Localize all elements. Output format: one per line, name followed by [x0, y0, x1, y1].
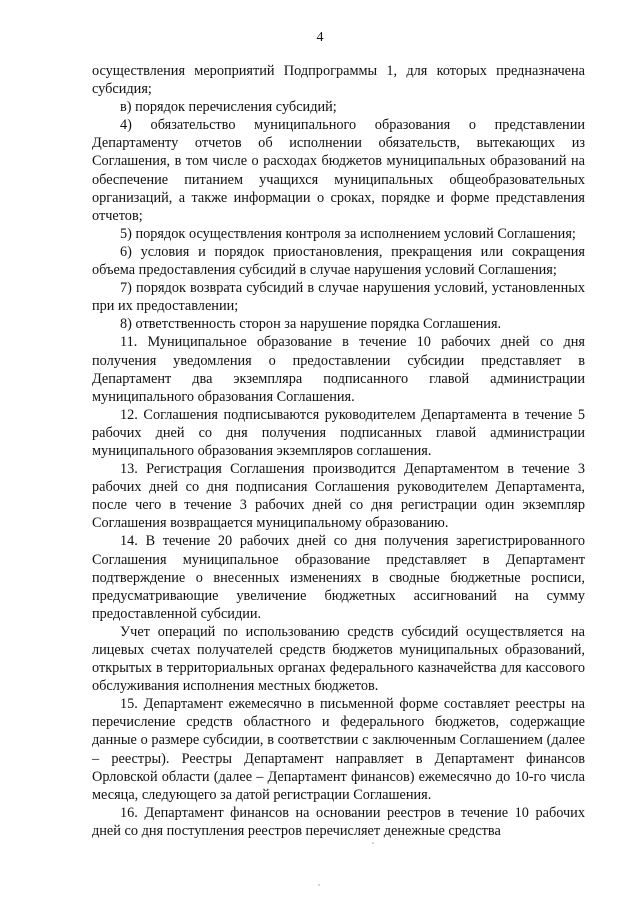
paragraph-item-7: 7) порядок возврата субсидий в случае нарушения условий, установленных при их предоставлении;	[92, 280, 585, 315]
page-number: 4	[316, 30, 324, 45]
scan-speck	[318, 884, 320, 886]
paragraph-item-5: 5) порядок осуществления контроля за исполнением условий Соглашения;	[120, 225, 576, 242]
paragraph-14: 14. В течение 20 рабочих дней со дня получения зарегистрированного Соглашения муниципальное образование представляет в Департамент подтверждение о внесенных изменениях в сводные бюджетные росписи, предусматривающие увеличение бюджетных ассигнований на сумму предоставленной субсидии.	[92, 533, 585, 622]
paragraph-15: 15. Департамент ежемесячно в письменной форме составляет реестры на перечисление средств областного и федерального бюджетов, содержащие данные о размере субсидии, в соответствии с заключенным Соглашением (далее – реестры). Реестры Департамент направляет в Департамент финансов Орловской области (далее – Департамент финансов) ежемесячно до 10-го числа месяца, следующего за датой регистрации Соглашения.	[92, 696, 585, 803]
scan-speck	[372, 842, 374, 844]
paragraph-continuation: осуществления мероприятий Подпрограммы 1, для которых предназначена субсидия;	[92, 63, 585, 98]
paragraph-13: 13. Регистрация Соглашения производится Департаментом в течение 3 рабочих дней со дня подписания Соглашения руководителем Департамента, после чего в течение 3 рабочих дней со дня регистрации один экземпляр Соглашения возвращается муниципальному образованию.	[92, 461, 585, 532]
paragraph-11: 11. Муниципальное образование в течение 10 рабочих дней со дня получения уведомления о предоставлении субсидии представляет в Департамент два экземпляра подписанного главой администрации муниципального образования Соглашения.	[92, 334, 585, 405]
paragraph-item-4: 4) обязательство муниципального образования о представлении Департаменту отчетов об исполнении обязательств, вытекающих из Соглашения, в том числе о расходах бюджетов муниципальных образований на обеспечение питанием учащихся муниципальных общеобразовательных организаций, а также информации о сроках, порядке и форме представления отчетов;	[92, 117, 585, 224]
paragraph-accounting: Учет операций по использованию средств субсидий осуществляется на лицевых счетах получателей средств бюджетов муниципальных образований, открытых в территориальных органах федерального казначейства для кассового обслуживания исполнения местных бюджетов.	[92, 623, 585, 695]
paragraph-16: 16. Департамент финансов на основании реестров в течение 10 рабочих дней со дня поступления реестров перечисляет денежные средства	[92, 804, 585, 839]
document-body	[92, 62, 585, 840]
paragraph-item-v: в) порядок перечисления субсидий;	[120, 99, 337, 116]
paragraph-item-6: 6) условия и порядок приостановления, прекращения или сокращения объема предоставления субсидий в случае нарушения условий Соглашения;	[92, 243, 585, 279]
paragraph-item-8: 8) ответственность сторон за нарушение порядка Соглашения.	[120, 316, 502, 333]
paragraph-12: 12. Соглашения подписываются руководителем Департамента в течение 5 рабочих дней со дня получения подписанных главой администрации муниципального образования экземпляров соглашения.	[92, 406, 585, 459]
